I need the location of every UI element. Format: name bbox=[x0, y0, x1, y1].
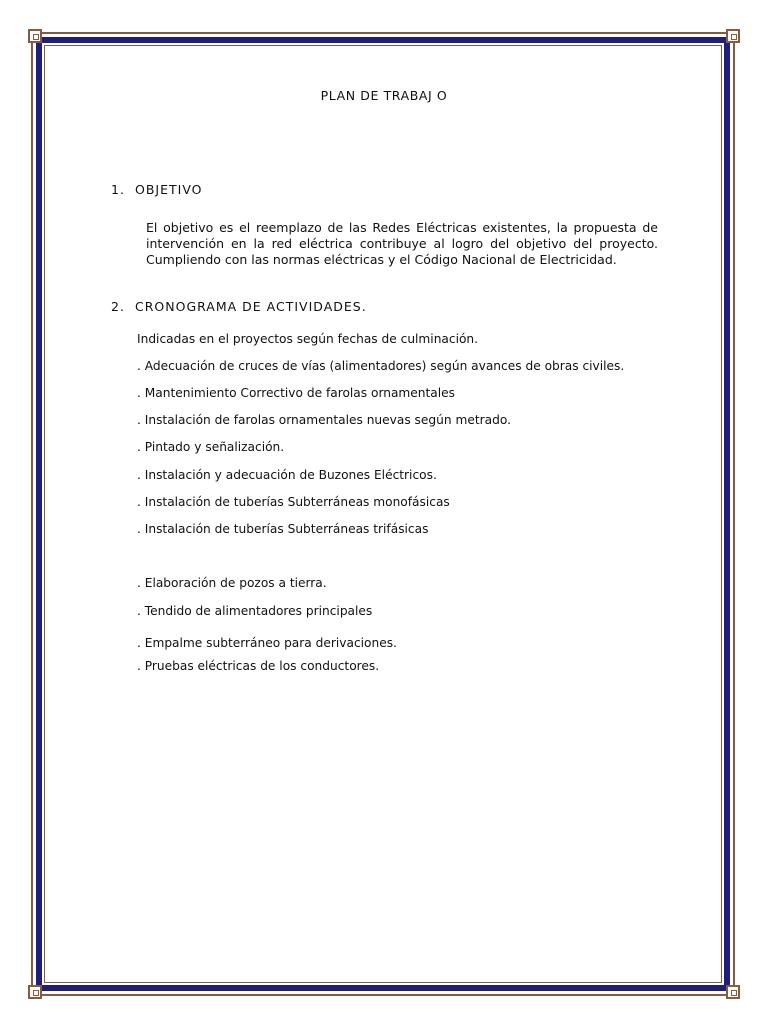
schedule-intro: Indicadas en el proyectos según fechas de culminación. bbox=[137, 332, 479, 346]
activity-item: . Instalación y adecuación de Buzones Eléctricos. bbox=[137, 468, 437, 482]
activity-item: . Empalme subterráneo para derivaciones. bbox=[137, 636, 397, 650]
activity-item: . Mantenimiento Correctivo de farolas ornamentales bbox=[137, 386, 456, 400]
section-heading-cronograma bbox=[111, 299, 367, 314]
activity-item: . Elaboración de pozos a tierra. bbox=[137, 576, 327, 590]
corner-ornament-top-right bbox=[726, 29, 740, 43]
activity-item: . Instalación de tuberías Subterráneas monofásicas bbox=[137, 495, 450, 509]
corner-ornament-bottom-left bbox=[28, 985, 42, 999]
section-number: 1. bbox=[111, 182, 125, 197]
corner-ornament-top-left bbox=[28, 29, 42, 43]
corner-ornament-bottom-right bbox=[726, 985, 740, 999]
section-heading-objetivo bbox=[111, 182, 203, 197]
activity-item: . Tendido de alimentadores principales bbox=[137, 604, 373, 618]
activity-item: . Pintado y señalización. bbox=[137, 440, 285, 454]
activity-item: . Instalación de farolas ornamentales nuevas según metrado. bbox=[137, 413, 511, 427]
section-heading-text: CRONOGRAMA DE ACTIVIDADES. bbox=[135, 299, 367, 314]
activity-item: . Instalación de tuberías Subterráneas trifásicas bbox=[137, 522, 429, 536]
section-heading-text: OBJETIVO bbox=[135, 182, 203, 197]
activity-item: . Adecuación de cruces de vías (alimentadores) según avances de obras civiles. bbox=[137, 359, 625, 373]
section-number: 2. bbox=[111, 299, 125, 314]
document-title: PLAN DE TRABAJ O bbox=[320, 88, 448, 103]
objective-paragraph: El objetivo es el reemplazo de las Redes Eléctricas existentes, la propuesta de intervención en la red eléctrica contribuye al logro del objetivo del proyecto. Cumpliendo con las normas eléctricas y el Código Nacional de Electricidad. bbox=[146, 220, 658, 267]
activity-item: . Pruebas eléctricas de los conductores. bbox=[137, 659, 380, 673]
